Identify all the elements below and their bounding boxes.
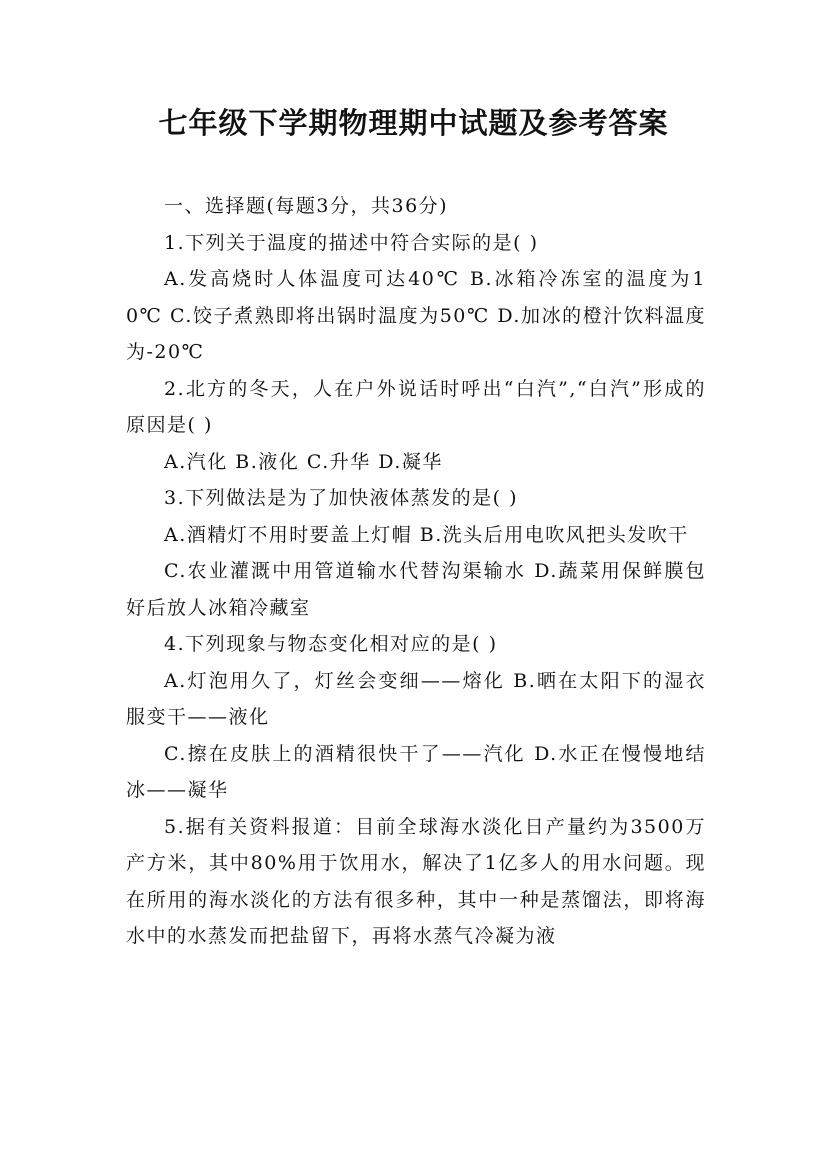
question-4-options-cd: C.擦在皮肤上的酒精很快干了——汽化 D.水正在慢慢地结冰——凝华 (126, 742, 706, 801)
question-1-options: A.发高烧时人体温度可达40℃ B.冰箱冷冻室的温度为10℃ C.饺子煮熟即将出锅时温度为50℃ D.加冰的橙汁饮料温度为-20℃ (126, 268, 706, 363)
question-4-options-ab: A.灯泡用久了，灯丝会变细——熔化 B.晒在太阳下的湿衣服变干——液化 (126, 669, 706, 728)
document-body (126, 188, 706, 955)
question-2: 2.北方的冬天，人在户外说话时呼出“白汽”,“白汽”形成的原因是( ) (126, 377, 706, 436)
question-5: 5.据有关资料报道：目前全球海水淡化日产量约为3500万产方米，其中80%用于饮用水，解决了1亿多人的用水问题。现在所用的海水淡化的方法有很多种，其中一种是蒸馏法，即将海水中的水蒸发而把盐留下，再将水蒸气冷凝为液 (126, 815, 706, 947)
question-4: 4.下列现象与物态变化相对应的是( ) (164, 633, 498, 655)
question-1: 1.下列关于温度的描述中符合实际的是( ) (164, 231, 539, 254)
section-heading-choice: 一、选择题(每题3分，共36分) (164, 195, 449, 217)
question-3-options-ab: A.酒精灯不用时要盖上灯帽 B.洗头后用电吹风把头发吹干 (164, 523, 689, 546)
question-3-options-cd: C.农业灌溉中用管道输水代替沟渠输水 D.蔬菜用保鲜膜包好后放人冰箱冷藏室 (126, 560, 706, 619)
document-title: 七年级下学期物理期中试题及参考答案 (158, 106, 669, 140)
question-2-options: A.汽化 B.液化 C.升华 D.凝华 (164, 450, 443, 473)
question-3: 3.下列做法是为了加快液体蒸发的是( ) (164, 487, 518, 509)
